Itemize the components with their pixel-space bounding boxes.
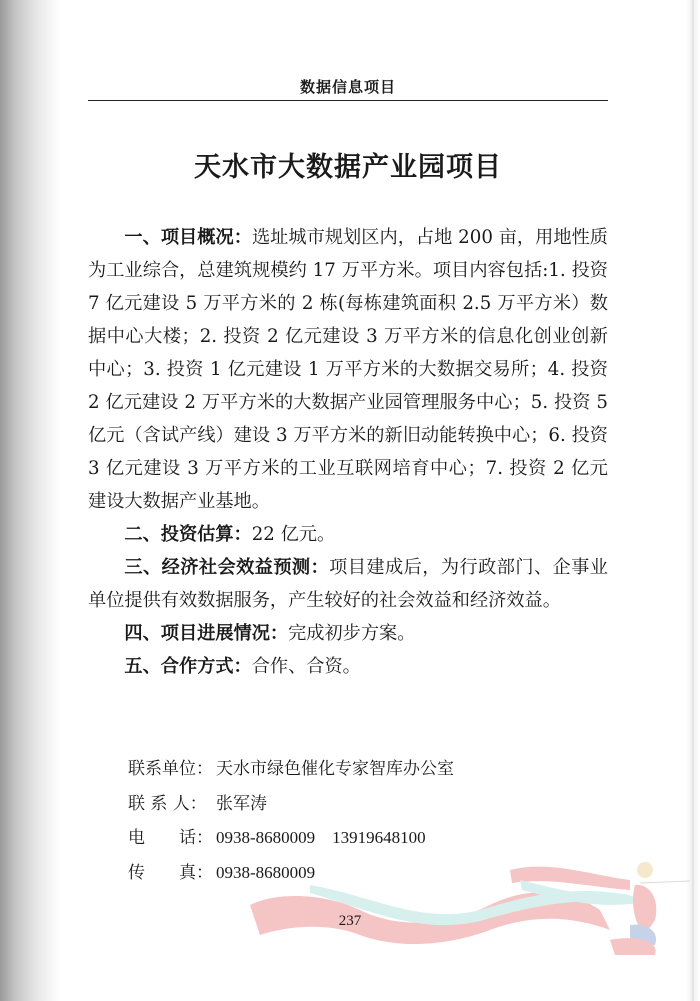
section-label: 二、投资估算： bbox=[124, 524, 252, 545]
header-rule bbox=[88, 100, 608, 101]
book-spine-shadow bbox=[0, 0, 60, 1001]
section-benefits bbox=[88, 551, 608, 617]
section-label: 三、经济社会效益预测： bbox=[124, 557, 330, 578]
contact-key: 传 真： bbox=[128, 862, 213, 883]
contact-person bbox=[128, 787, 568, 822]
contact-value: 0938-8680009 13919648100 bbox=[216, 828, 426, 847]
running-header: 数据信息项目 bbox=[299, 78, 396, 96]
contact-value: 天水市绿色催化专家智库办公室 bbox=[216, 759, 454, 779]
section-cooperation bbox=[88, 650, 608, 683]
section-text: 完成初步方案。 bbox=[288, 623, 416, 644]
contact-key: 联 系 人： bbox=[128, 793, 207, 814]
contact-phone bbox=[128, 821, 568, 856]
section-text: 合作、合资。 bbox=[251, 656, 361, 677]
section-text: 项目建成后，为行政部门、企事业单位提供有效数据服务，产生较好的社会效益和经济效益。 bbox=[88, 557, 608, 611]
section-overview bbox=[88, 221, 608, 518]
section-label: 五、合作方式： bbox=[124, 656, 252, 677]
contact-key: 联系单位： bbox=[128, 759, 213, 779]
section-label: 四、项目进展情况： bbox=[124, 623, 289, 644]
contact-key: 电 话： bbox=[128, 828, 213, 848]
section-text: 22 亿元。 bbox=[251, 524, 336, 545]
contact-unit bbox=[128, 752, 568, 787]
section-text: 选址城市规划区内，占地 200 亩，用地性质为工业综合，总建筑规模约 17 万平方米。项目内容包括:1. 投资 7 亿元建设 5 万平方米的 2 栋(每栋建筑面积 2.5 万平方米）数据中心大楼；2. 投资 2 亿元建设 3 万平方米的信息化创业创新中心；3. 投资 1 亿元建设 1 万平方米的大数据交易所；4. 投资 2 亿元建设 2 万平方米的大数据产业园管理服务中心；5. 投资 5 亿元（含试产线）建设 3 万平方米的新旧动能转换中心；6. 投资 3 亿元建设 3 万平方米的工业互联网培育中心；7. 投资 2 亿元建设大数据产业基地。 bbox=[88, 227, 608, 512]
section-label: 一、项目概况： bbox=[124, 227, 252, 248]
page-number: 237 bbox=[338, 913, 362, 929]
flying-apsara-decoration-icon bbox=[250, 855, 690, 975]
document-body bbox=[88, 221, 608, 683]
contact-value: 0938-8680009 bbox=[216, 862, 316, 882]
page-edge bbox=[686, 0, 700, 1001]
section-progress bbox=[88, 617, 608, 650]
page-title: 天水市大数据产业园项目 bbox=[194, 152, 502, 183]
section-investment bbox=[88, 518, 608, 551]
contact-value: 张军涛 bbox=[216, 793, 267, 814]
